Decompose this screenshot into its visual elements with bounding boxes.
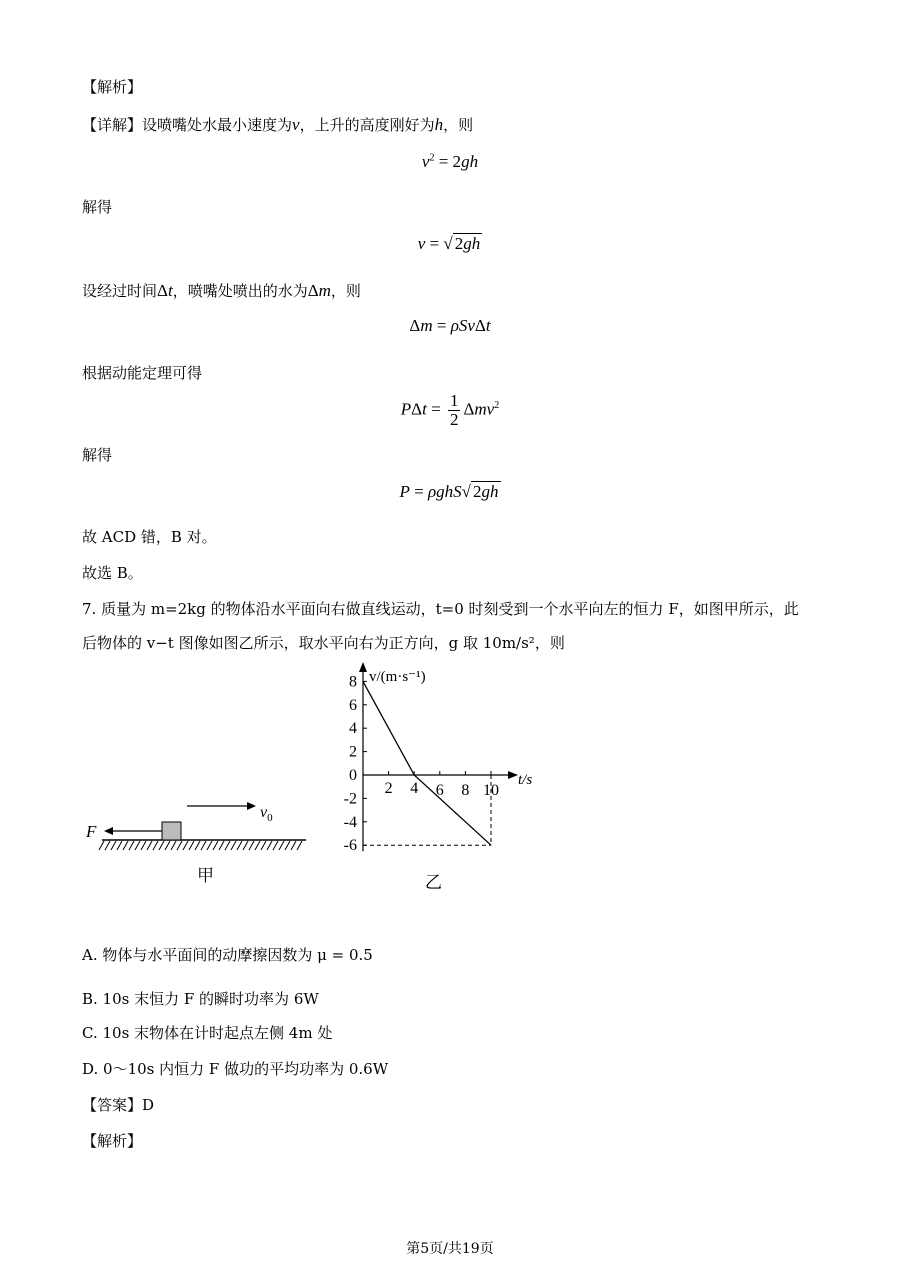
question-line-1: 7. 质量为 m=2kg 的物体沿水平面向右做直线运动，t=0 时刻受到一个水平向左的恒力 F，如图甲所示，此 bbox=[82, 600, 799, 618]
vt-chart bbox=[344, 662, 533, 892]
hatch-mark bbox=[183, 841, 188, 850]
option-c: C. 10s 末物体在计时起点左侧 4m 处 bbox=[82, 1024, 333, 1042]
ground-hatching bbox=[99, 841, 302, 850]
hatch-mark bbox=[201, 841, 206, 850]
hatch-mark bbox=[189, 841, 194, 850]
x-tick-label: 10 bbox=[483, 782, 499, 799]
figure-jia bbox=[85, 802, 306, 885]
hatch-mark bbox=[255, 841, 260, 850]
y-tick-label: 2 bbox=[349, 743, 357, 761]
force-label: F bbox=[86, 822, 97, 841]
conclusion-1: 故 ACD 错，B 对。 bbox=[82, 528, 217, 546]
x-tick-label: 2 bbox=[384, 780, 393, 797]
analysis-heading: 【解析】 bbox=[82, 78, 143, 96]
hatch-mark bbox=[273, 841, 278, 850]
y-tick-label: 8 bbox=[349, 673, 357, 691]
answer: 【答案】D bbox=[82, 1096, 155, 1114]
detail-line: 【详解】设喷嘴处水最小速度为v，上升的高度刚好为h，则 bbox=[82, 115, 474, 134]
caption-jia: 甲 bbox=[197, 866, 214, 885]
hatch-mark bbox=[153, 841, 158, 850]
hatch-mark bbox=[225, 841, 230, 850]
velocity-label: $v_0$ bbox=[260, 804, 273, 824]
solve-label-1: 解得 bbox=[82, 198, 113, 216]
x-tick-label: 6 bbox=[435, 782, 444, 799]
hatch-mark bbox=[105, 841, 110, 850]
velocity-arrowhead bbox=[247, 802, 256, 810]
hatch-mark bbox=[159, 841, 164, 850]
velocity-series-line bbox=[363, 681, 491, 845]
analysis-heading-2: 【解析】 bbox=[82, 1132, 143, 1150]
equation-result: P = ρghS√ 2gh bbox=[399, 482, 499, 501]
y-tick-label: -2 bbox=[343, 790, 357, 808]
hatch-mark bbox=[123, 841, 128, 850]
hatch-mark bbox=[261, 841, 266, 850]
x-tick-label: 4 bbox=[410, 780, 419, 797]
page-footer: 第5页/共19页 bbox=[406, 1241, 494, 1257]
option-d: D. 0～10s 内恒力 F 做功的平均功率为 0.6W bbox=[82, 1060, 389, 1078]
time-line: 设经过时间Δt，喷嘴处喷出的水为Δm，则 bbox=[82, 281, 361, 300]
hatch-mark bbox=[249, 841, 254, 850]
option-a: A. 物体与水平面间的动摩擦因数为 μ = 0.5 bbox=[82, 946, 373, 964]
hatch-mark bbox=[297, 841, 302, 850]
y-tick-label: 6 bbox=[349, 696, 357, 714]
y-tick-label: 4 bbox=[349, 720, 357, 738]
hatch-mark bbox=[213, 841, 218, 850]
x-axis-label: t/s bbox=[518, 772, 533, 788]
hatch-mark bbox=[171, 841, 176, 850]
y-axis-label: v/(m·s⁻¹) bbox=[369, 669, 426, 685]
x-tick-label: 8 bbox=[461, 782, 470, 799]
theorem-label: 根据动能定理可得 bbox=[82, 364, 203, 382]
hatch-mark bbox=[207, 841, 212, 850]
y-tick-label: -6 bbox=[343, 837, 357, 855]
equation-v-sqrt: v = √ 2gh bbox=[417, 234, 481, 253]
hatch-mark bbox=[141, 841, 146, 850]
y-tick-label: -4 bbox=[343, 813, 357, 831]
equation-power: PΔt = $\frac{1}{2}$ Δmv$^2$ bbox=[400, 391, 500, 429]
hatch-mark bbox=[267, 841, 272, 850]
x-axis-arrowhead bbox=[508, 771, 518, 779]
y-tick-label: 0 bbox=[349, 767, 357, 784]
hatch-mark bbox=[165, 841, 170, 850]
hatch-mark bbox=[237, 841, 242, 850]
hatch-mark bbox=[177, 841, 182, 850]
solve-label-2: 解得 bbox=[82, 446, 113, 464]
hatch-mark bbox=[285, 841, 290, 850]
hatch-mark bbox=[117, 841, 122, 850]
question-line-2: 后物体的 v−t 图像如图乙所示，取水平向右为正方向，g 取 10m/s²，则 bbox=[82, 634, 565, 652]
caption-yi: 乙 bbox=[425, 873, 442, 892]
hatch-mark bbox=[279, 841, 284, 850]
hatch-mark bbox=[291, 841, 296, 850]
hatch-mark bbox=[147, 841, 152, 850]
y-axis-arrowhead bbox=[359, 662, 367, 672]
option-b: B. 10s 末恒力 F 的瞬时功率为 6W bbox=[82, 990, 319, 1008]
hatch-mark bbox=[129, 841, 134, 850]
equation-dm: Δm = ρSvΔt bbox=[409, 316, 491, 335]
detail-prefix: 【详解】设喷嘴处水最小速度为 bbox=[82, 116, 293, 134]
block bbox=[162, 822, 181, 840]
hatch-mark bbox=[219, 841, 224, 850]
force-arrowhead bbox=[104, 827, 113, 835]
hatch-mark bbox=[243, 841, 248, 850]
hatch-mark bbox=[231, 841, 236, 850]
equation-v2: $v^2 = 2gh$ bbox=[421, 152, 479, 171]
conclusion-2: 故选 B。 bbox=[82, 564, 143, 582]
hatch-mark bbox=[99, 841, 104, 850]
hatch-mark bbox=[195, 841, 200, 850]
hatch-mark bbox=[135, 841, 140, 850]
hatch-mark bbox=[111, 841, 116, 850]
